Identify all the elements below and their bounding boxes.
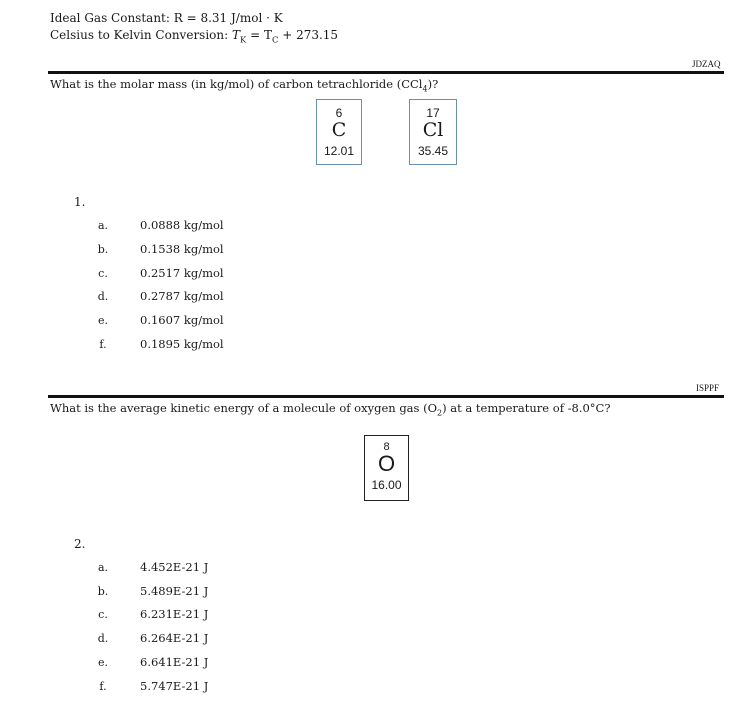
question-text: What is the molar mass (in kg/mol) of carbon tetrachloride (CCl$_4$)? (50, 77, 439, 94)
atomic-mass: 35.45 (417, 144, 449, 158)
question-code: ISPPF (696, 383, 720, 393)
atomic-number: 17 (426, 106, 440, 120)
option-value[interactable]: 4.452E-21 J (140, 560, 209, 574)
element-symbol: O (377, 451, 396, 476)
option-value[interactable]: 6.264E-21 J (140, 631, 209, 645)
option-value[interactable]: 6.231E-21 J (140, 607, 209, 621)
atomic-mass: 12.01 (323, 144, 355, 158)
question-code: JDZAQ (692, 59, 721, 69)
question-number: 2. (74, 537, 86, 551)
element-tile-oxygen (364, 435, 409, 501)
option-letter: d. (97, 632, 109, 645)
option-value[interactable]: 0.1538 kg/mol (140, 242, 224, 256)
atomic-mass: 16.00 (371, 478, 402, 492)
option-value[interactable]: 5.747E-21 J (140, 679, 209, 693)
option-letter: c. (98, 267, 108, 280)
option-value[interactable]: 0.2787 kg/mol (140, 289, 224, 303)
option-letter: c. (98, 608, 108, 621)
option-value[interactable]: 0.1895 kg/mol (140, 337, 224, 351)
question-text: What is the average kinetic energy of a molecule of oxygen gas $(O_2)$ at a temperature of -8.0°C? (50, 401, 611, 418)
element-tile-chlorine (409, 99, 457, 165)
option-letter: b. (97, 243, 109, 256)
kelvin-conversion-line (50, 28, 338, 44)
gas-constant-line (50, 11, 283, 25)
divider (48, 395, 724, 398)
option-letter: e. (97, 314, 108, 327)
option-letter: f. (99, 338, 107, 351)
option-letter: b. (97, 585, 109, 598)
kelvin-conversion-label: Celsius to Kelvin Conversion: (50, 28, 229, 42)
option-letter: a. (97, 561, 109, 574)
atomic-number: 6 (335, 106, 343, 120)
divider (48, 71, 724, 74)
option-letter: e. (97, 656, 108, 669)
option-letter: f. (99, 680, 107, 693)
gas-constant-formula: R = 8.31 J/mol · K (173, 11, 283, 25)
kelvin-formula: $T_K = T_C + 273.15$ (232, 28, 339, 45)
option-value[interactable]: 0.2517 kg/mol (140, 266, 224, 280)
option-letter: d. (97, 290, 109, 303)
element-tile-carbon (316, 99, 362, 165)
atomic-number: 8 (383, 441, 390, 453)
option-value[interactable]: 6.641E-21 J (140, 655, 209, 669)
element-symbol: C (331, 119, 347, 141)
element-symbol: Cl (422, 119, 444, 141)
gas-constant-label: Ideal Gas Constant: (50, 11, 170, 25)
question-number: 1. (74, 195, 86, 209)
option-value[interactable]: 0.1607 kg/mol (140, 313, 224, 327)
option-value[interactable]: 0.0888 kg/mol (140, 218, 224, 232)
option-value[interactable]: 5.489E-21 J (140, 584, 209, 598)
option-letter: a. (97, 219, 109, 232)
